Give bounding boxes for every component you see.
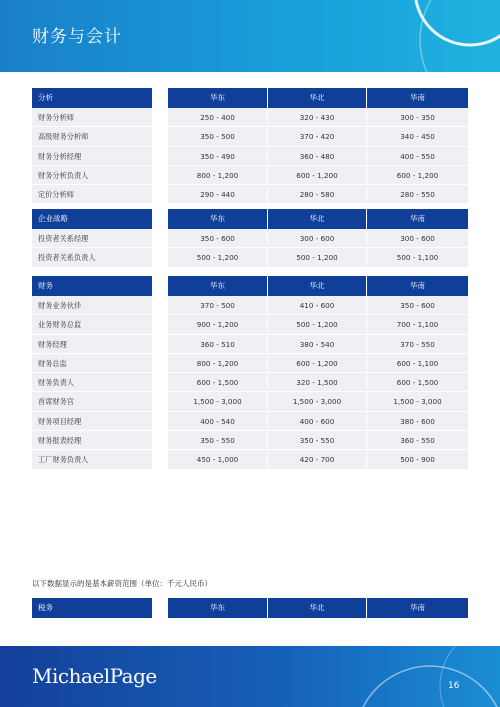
region-east: 华东 xyxy=(168,598,267,618)
table-row: 财务总监 800 - 1,200 600 - 1,200 600 - 1,100 xyxy=(32,354,468,373)
table-row: 首席财务官 1,500 - 3,000 1,500 - 3,000 1,500 - 3,000 xyxy=(32,392,468,411)
table-header xyxy=(32,276,468,296)
region-east: 华东 xyxy=(168,276,267,296)
table-row: 工厂财务负责人 450 - 1,000 420 - 700 500 - 900 xyxy=(32,450,468,469)
table-row: 财务分析负责人 800 - 1,200 600 - 1,200 600 - 1,200 xyxy=(32,166,468,185)
table-row: 业务财务总监 900 - 1,200 500 - 1,200 700 - 1,100 xyxy=(32,315,468,334)
category-label: 税务 xyxy=(32,598,152,618)
table-header xyxy=(32,209,468,229)
table-row: 财务报表经理 350 - 550 350 - 550 360 - 550 xyxy=(32,431,468,450)
category-label: 企业战略 xyxy=(32,209,152,229)
table-finance xyxy=(32,276,468,470)
category-label: 分析 xyxy=(32,88,152,108)
table-row: 财务分析师 250 - 400 320 - 430 300 - 350 xyxy=(32,108,468,127)
region-north: 华北 xyxy=(268,209,366,229)
table-header xyxy=(32,598,468,618)
page-title: 财务与会计 xyxy=(32,27,122,47)
region-east: 华东 xyxy=(168,209,267,229)
region-south: 华南 xyxy=(367,88,468,108)
table-row: 投资者关系负责人 500 - 1,200 500 - 1,200 500 - 1,100 xyxy=(32,248,468,267)
salary-note: 以下数据显示的是基本薪资范围（单位：千元人民币） xyxy=(32,579,212,588)
table-row: 财务项目经理 400 - 540 400 - 600 380 - 600 xyxy=(32,412,468,431)
table-strategy xyxy=(32,209,468,268)
table-analysis xyxy=(32,88,468,204)
table-row: 高级财务分析师 350 - 500 370 - 420 340 - 450 xyxy=(32,127,468,146)
table-tax xyxy=(32,598,468,618)
table-row: 投资者关系经理 350 - 600 300 - 600 300 - 600 xyxy=(32,229,468,248)
table-header xyxy=(32,88,468,108)
table-row: 财务业务伙伴 370 - 500 410 - 600 350 - 600 xyxy=(32,296,468,315)
region-north: 华北 xyxy=(268,276,366,296)
michael-page-logo: MichaelPage xyxy=(32,664,157,688)
table-row: 定价分析师 290 - 440 280 - 580 280 - 550 xyxy=(32,185,468,204)
region-north: 华北 xyxy=(268,598,366,618)
region-north: 华北 xyxy=(268,88,366,108)
page-number: 16 xyxy=(448,681,460,691)
table-row: 财务分析经理 350 - 490 360 - 480 400 - 550 xyxy=(32,147,468,166)
region-south: 华南 xyxy=(367,598,468,618)
category-label: 财务 xyxy=(32,276,152,296)
region-south: 华南 xyxy=(367,209,468,229)
region-east: 华东 xyxy=(168,88,267,108)
table-row: 财务负责人 600 - 1,500 320 - 1,500 600 - 1,500 xyxy=(32,373,468,392)
page-footer xyxy=(0,646,500,707)
region-south: 华南 xyxy=(367,276,468,296)
page-header xyxy=(0,0,500,72)
table-row: 财务经理 360 - 510 380 - 540 370 - 550 xyxy=(32,335,468,354)
